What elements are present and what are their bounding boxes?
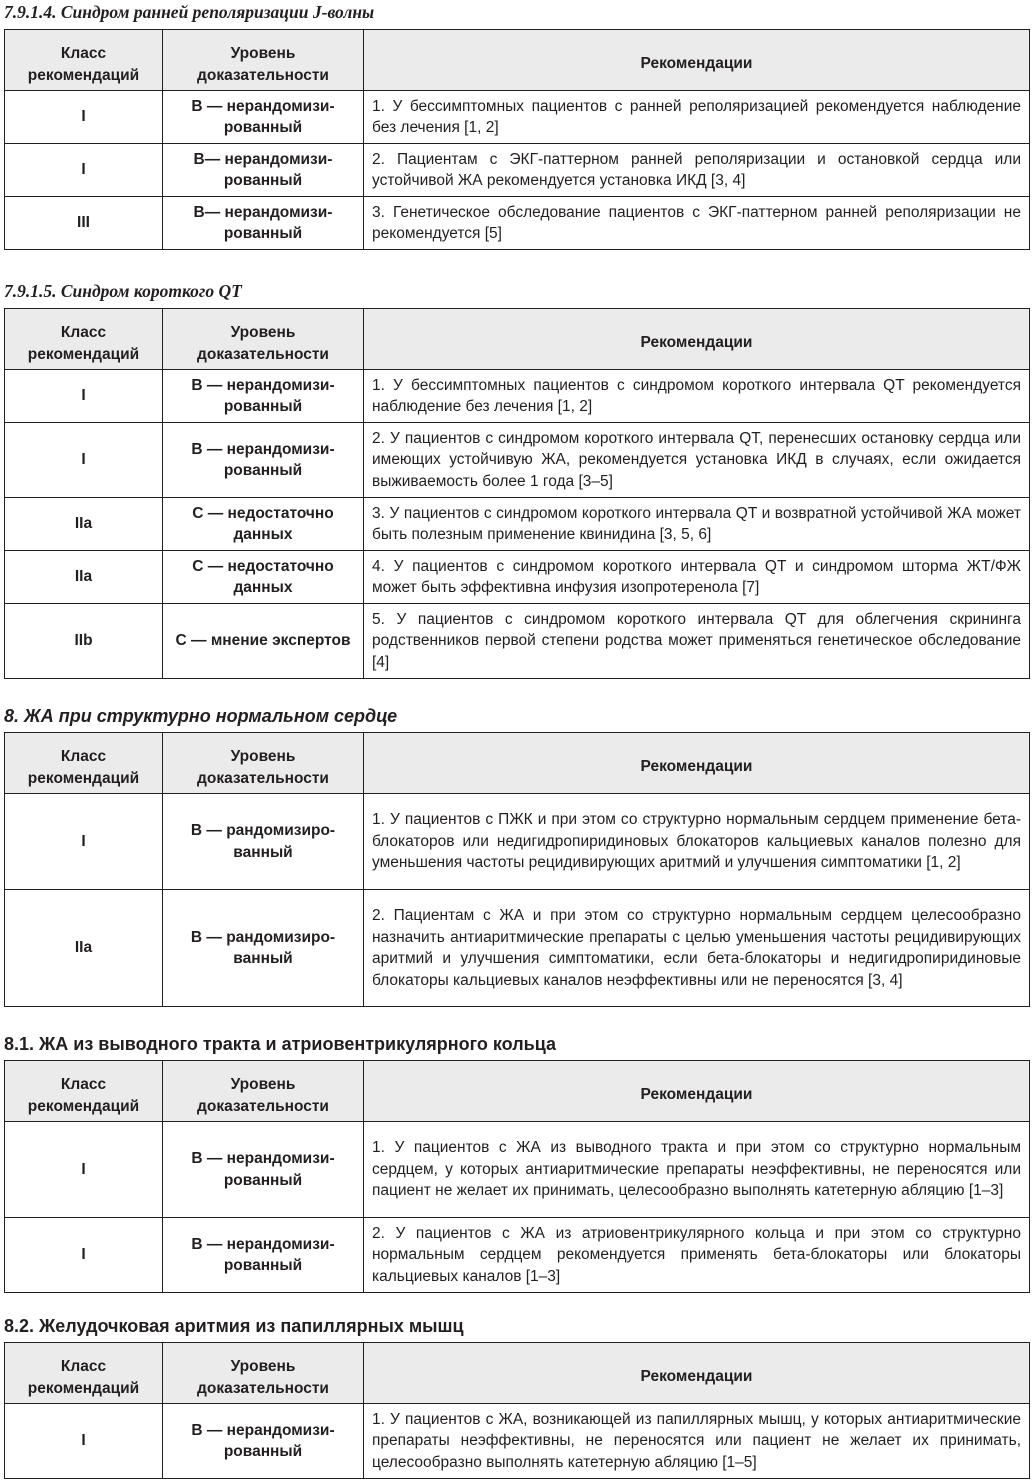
recommendations-table bbox=[4, 1342, 1030, 1479]
header-recommendations: Рекомендации bbox=[364, 30, 1030, 91]
section-title: 8. ЖА при структурно нормальном сердце bbox=[4, 706, 398, 726]
class-cell: I bbox=[5, 1404, 163, 1479]
recommendation-cell: 4. У пациентов с синдромом короткого интервала QT и синдромом шторма ЖТ/ФЖ может быть эффективна инфузия изопротеренола [7] bbox=[364, 551, 1030, 604]
header-class: Класс рекомендаций bbox=[5, 30, 163, 91]
table-row bbox=[5, 1404, 1030, 1479]
recommendation-cell: 1. У бессимптомных пациентов с синдромом короткого интервала QT рекомендуется наблюдение без лечения [1, 2] bbox=[364, 370, 1030, 423]
class-cell: I bbox=[5, 794, 163, 890]
header-class: Класс рекомендаций bbox=[5, 733, 163, 794]
recommendation-cell: 3. Генетическое обследование пациентов с ЭКГ-паттерном ранней реполяризации не рекомендуется [5] bbox=[364, 197, 1030, 250]
recommendation-cell: 2. Пациентам с ЖА и при этом со структурно нормальным сердцем целесообразно назначить антиаритмические препараты с целью уменьшения частоты рецидивирующих аритмий и улучшения симптоматики, если бета-блокаторы и недигидропиридиновые блокаторы кальциевых каналов неэффективны или не переносятся [3, 4] bbox=[364, 890, 1030, 1007]
class-cell: I bbox=[5, 370, 163, 423]
table-header-row bbox=[5, 309, 1030, 370]
section-title: 7.9.1.4. Синдром ранней реполяризации J-волны bbox=[4, 2, 375, 22]
class-cell: III bbox=[5, 197, 163, 250]
recommendation-cell: 2. Пациентам с ЭКГ-паттерном ранней реполяризации и остановкой сердца или устойчивой ЖА рекомендуется установка ИКД [3, 4] bbox=[364, 144, 1030, 197]
section-title: 8.2. Желудочковая аритмия из папиллярных мышц bbox=[4, 1316, 464, 1336]
recommendations-table bbox=[4, 308, 1030, 679]
table-row bbox=[5, 498, 1030, 551]
level-cell: C — недостаточно данных bbox=[163, 551, 364, 604]
class-cell: IIa bbox=[5, 890, 163, 1007]
class-cell: I bbox=[5, 423, 163, 498]
table-row bbox=[5, 551, 1030, 604]
level-cell: C — мнение экспертов bbox=[163, 604, 364, 679]
level-cell: B — нерандомизи-рованный bbox=[163, 1218, 364, 1293]
header-recommendations: Рекомендации bbox=[364, 309, 1030, 370]
section-title: 8.1. ЖА из выводного тракта и атриовентрикулярного кольца bbox=[4, 1034, 557, 1054]
table-row bbox=[5, 794, 1030, 890]
header-recommendations: Рекомендации bbox=[364, 1343, 1030, 1404]
recommendation-cell: 2. У пациентов с синдромом короткого интервала QT, перенесших остановку сердца или имеющих устойчивую ЖА, рекомендуется установка ИКД в случаях, если ожидается выживаемость более 1 года [3–5] bbox=[364, 423, 1030, 498]
class-cell: IIa bbox=[5, 551, 163, 604]
table-row bbox=[5, 91, 1030, 144]
class-cell: I bbox=[5, 144, 163, 197]
section-early-repolarization bbox=[4, 2, 1029, 250]
table-row bbox=[5, 1218, 1030, 1293]
level-cell: B — нерандомизи-рованный bbox=[163, 370, 364, 423]
section-structurally-normal-heart bbox=[4, 705, 1029, 1007]
recommendation-cell: 1. У пациентов с ЖА, возникающей из папиллярных мышц, у которых антиаритмические препараты неэффективны, не переносятся или пациент не желает их принимать, целесообразно выполнять катетерную абляцию [1–5] bbox=[364, 1404, 1030, 1479]
recommendation-cell: 2. У пациентов с ЖА из атриовентрикулярного кольца и при этом со структурно нормальным сердцем рекомендуется применять бета-блокаторы или блокаторы кальциевых каналов [1–3] bbox=[364, 1218, 1030, 1293]
section-papillary-muscles bbox=[4, 1315, 1029, 1479]
header-level: Уровень доказательности bbox=[163, 733, 364, 794]
table-row bbox=[5, 890, 1030, 1007]
level-cell: B — нерандомизи-рованный bbox=[163, 423, 364, 498]
recommendation-cell: 1. У бессимптомных пациентов с ранней реполяризацией рекомендуется наблюдение без лечения [1, 2] bbox=[364, 91, 1030, 144]
class-cell: IIa bbox=[5, 498, 163, 551]
level-cell: B — нерандомизи-рованный bbox=[163, 1122, 364, 1218]
level-cell: B— нерандомизи-рованный bbox=[163, 144, 364, 197]
class-cell: I bbox=[5, 1218, 163, 1293]
class-cell: IIb bbox=[5, 604, 163, 679]
section-short-qt bbox=[4, 281, 1029, 679]
level-cell: B — рандомизиро-ванный bbox=[163, 794, 364, 890]
table-row bbox=[5, 1122, 1030, 1218]
table-row bbox=[5, 370, 1030, 423]
recommendations-table bbox=[4, 29, 1030, 250]
level-cell: B— нерандомизи-рованный bbox=[163, 197, 364, 250]
level-cell: C — недостаточно данных bbox=[163, 498, 364, 551]
table-row bbox=[5, 197, 1030, 250]
header-level: Уровень доказательности bbox=[163, 309, 364, 370]
table-header-row bbox=[5, 1061, 1030, 1122]
recommendation-cell: 5. У пациентов с синдромом короткого интервала QT для облегчения скрининга родственников первой степени родства может применяться генетическое обследование [4] bbox=[364, 604, 1030, 679]
recommendation-cell: 1. У пациентов с ЖА из выводного тракта и при этом со структурно нормальным сердцем, у которых антиаритмические препараты неэффективны, не переносятся или пациент не желает их принимать, целесообразно выполнять катетерную абляцию [1–3] bbox=[364, 1122, 1030, 1218]
table-header-row bbox=[5, 1343, 1030, 1404]
table-header-row bbox=[5, 30, 1030, 91]
section-outflow-tract bbox=[4, 1033, 1029, 1293]
table-row bbox=[5, 604, 1030, 679]
header-recommendations: Рекомендации bbox=[364, 1061, 1030, 1122]
header-level: Уровень доказательности bbox=[163, 1343, 364, 1404]
recommendation-cell: 3. У пациентов с синдромом короткого интервала QT и возвратной устойчивой ЖА может быть полезным применение квинидина [3, 5, 6] bbox=[364, 498, 1030, 551]
table-row bbox=[5, 423, 1030, 498]
class-cell: I bbox=[5, 91, 163, 144]
table-header-row bbox=[5, 733, 1030, 794]
level-cell: B — нерандомизи-рованный bbox=[163, 91, 364, 144]
header-class: Класс рекомендаций bbox=[5, 1061, 163, 1122]
section-title: 7.9.1.5. Синдром короткого QT bbox=[4, 281, 242, 301]
header-recommendations: Рекомендации bbox=[364, 733, 1030, 794]
header-class: Класс рекомендаций bbox=[5, 309, 163, 370]
header-class: Класс рекомендаций bbox=[5, 1343, 163, 1404]
table-row bbox=[5, 144, 1030, 197]
header-level: Уровень доказательности bbox=[163, 1061, 364, 1122]
level-cell: B — рандомизиро-ванный bbox=[163, 890, 364, 1007]
recommendations-table bbox=[4, 732, 1030, 1007]
class-cell: I bbox=[5, 1122, 163, 1218]
header-level: Уровень доказательности bbox=[163, 30, 364, 91]
recommendations-table bbox=[4, 1060, 1030, 1293]
level-cell: B — нерандомизи-рованный bbox=[163, 1404, 364, 1479]
recommendation-cell: 1. У пациентов с ПЖК и при этом со структурно нормальным сердцем применение бета-блокаторов или недигидропиридиновых блокаторов кальциевых каналов полезно для уменьшения частоты рецидивирующих аритмий и улучшения симптоматики [1, 2] bbox=[364, 794, 1030, 890]
